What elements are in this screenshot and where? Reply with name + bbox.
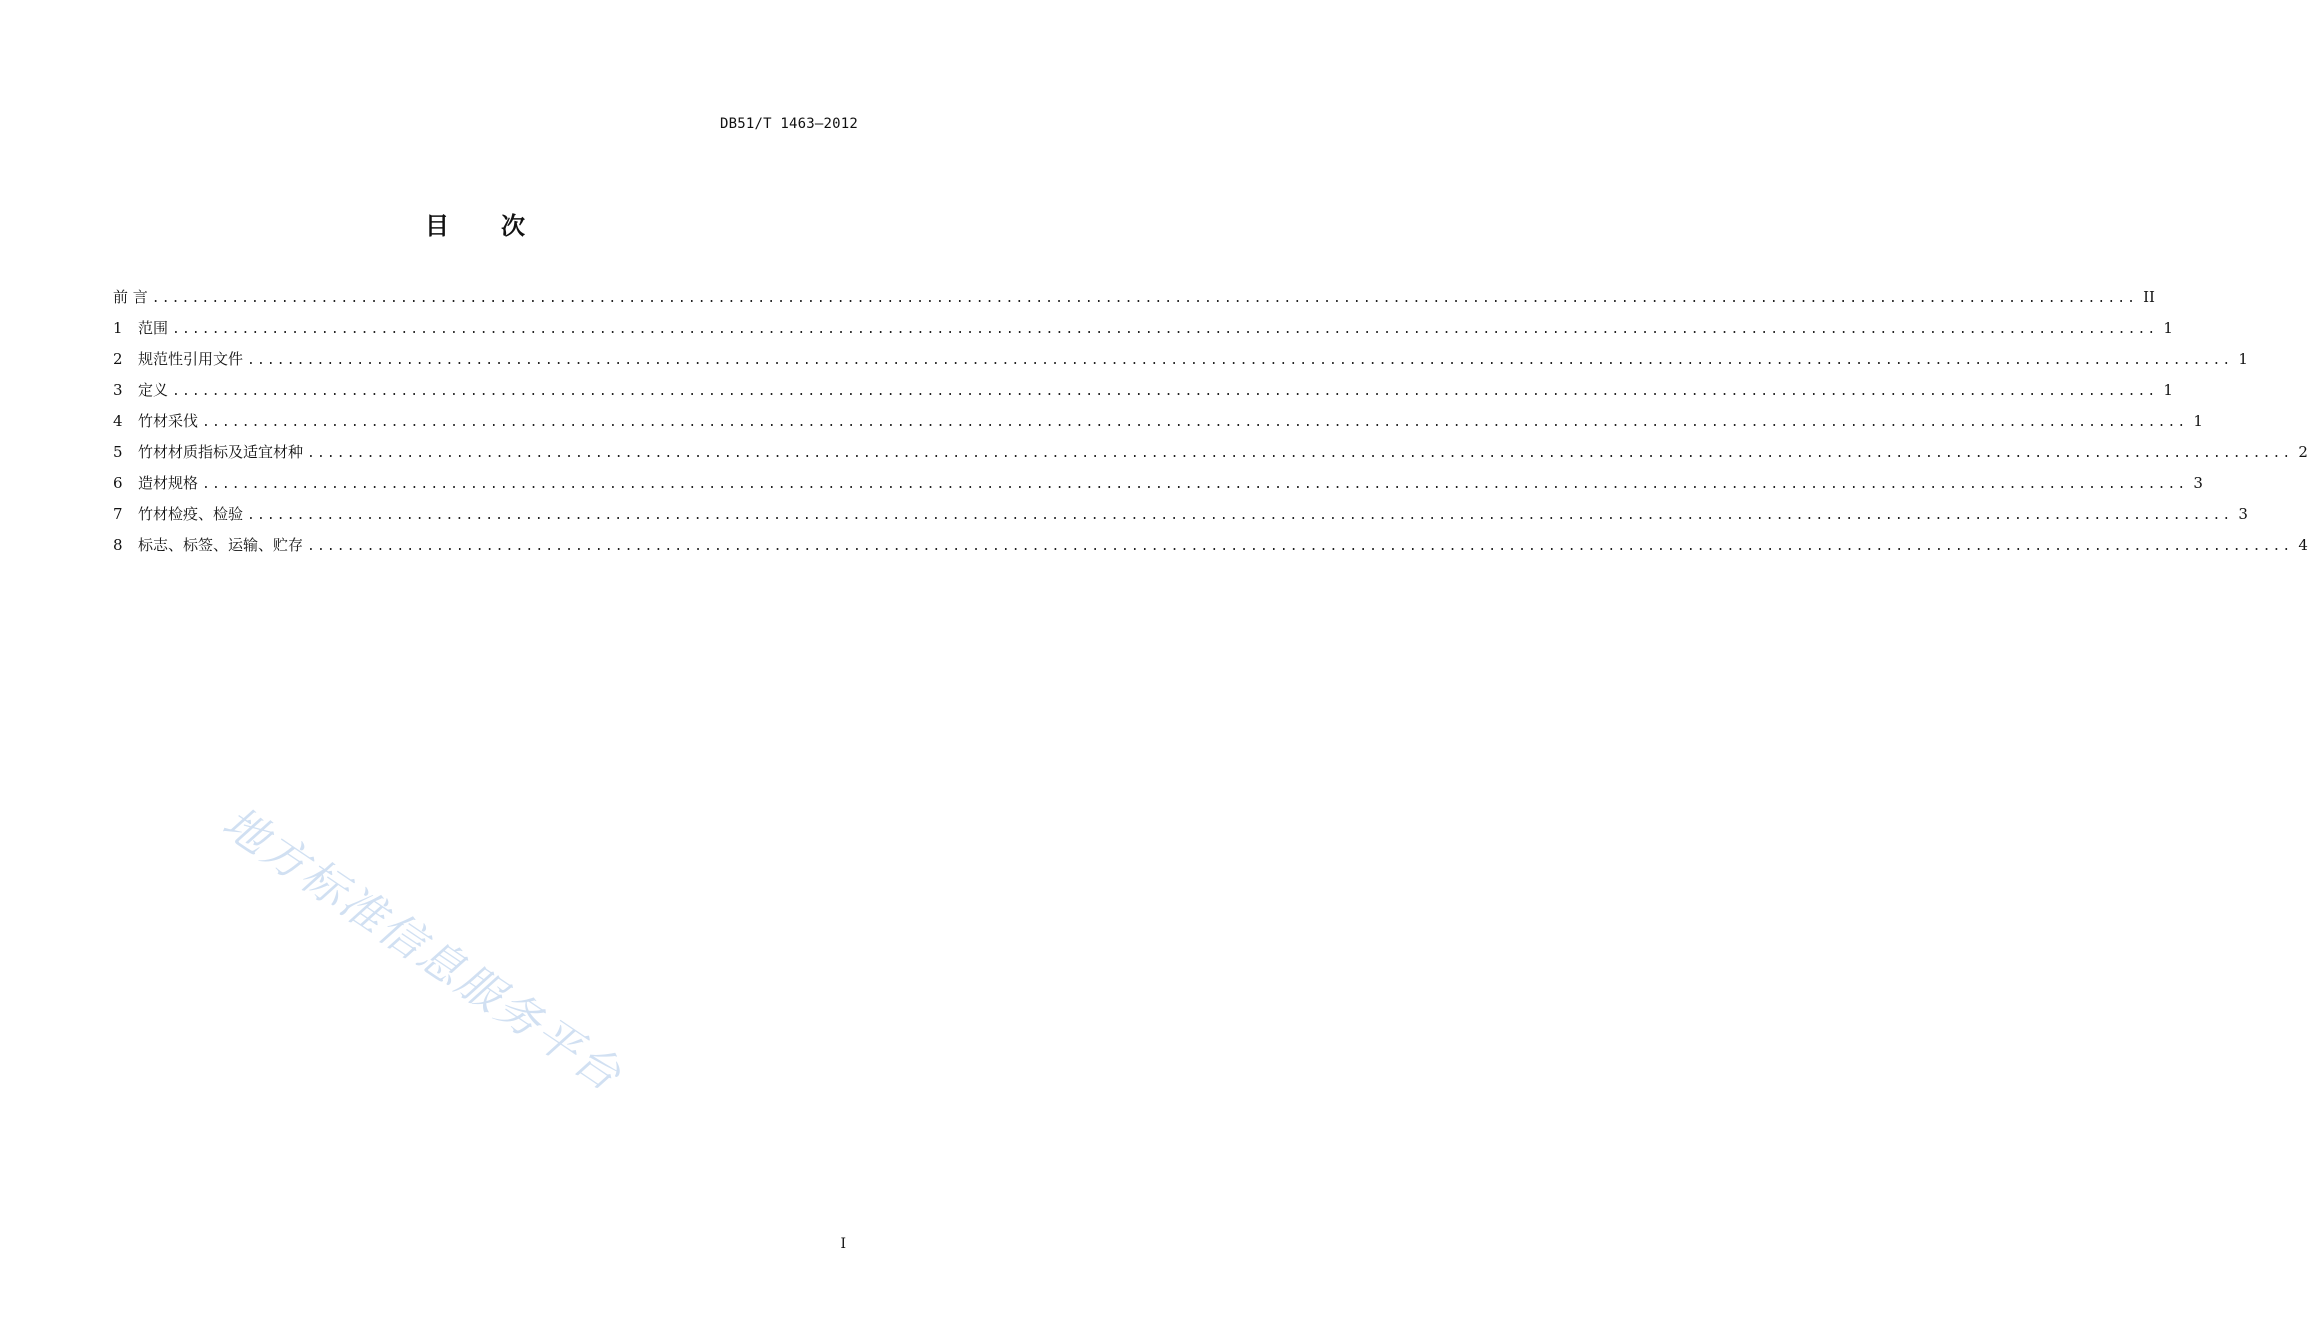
toc-entry-page: 1 [2193, 412, 2203, 430]
toc-entry-page: II [2143, 288, 2155, 306]
toc-dot-leader: ........................................................................................................................................................................................................ [151, 291, 2138, 306]
watermark: 地方标准信息服务平台 [213, 797, 632, 1103]
toc-dot-leader: ........................................................................................................................................................................................................ [172, 384, 2158, 399]
toc-entry-page: 1 [2163, 319, 2173, 337]
toc-dot-leader: ........................................................................................................................................................................................................ [307, 446, 2293, 461]
page-number: I [840, 1236, 846, 1252]
toc-entry-label: 范围 [138, 319, 169, 337]
toc-title [0, 206, 950, 241]
toc-list [113, 286, 2308, 565]
toc-entry-label: 竹材检疫、检验 [138, 505, 244, 523]
toc-entry-label: 标志、标签、运输、贮存 [138, 536, 304, 554]
toc-entry-label: 规范性引用文件 [138, 350, 244, 368]
toc-dot-leader: ........................................................................................................................................................................................................ [307, 539, 2293, 554]
toc-entry-page: 1 [2163, 381, 2173, 399]
toc-entry[interactable] [113, 410, 2203, 441]
toc-entry-number: 3 [113, 381, 123, 399]
toc-entry[interactable] [113, 348, 2248, 379]
toc-entry[interactable] [113, 472, 2203, 503]
toc-entry-page: 4 [2298, 536, 2308, 554]
toc-dot-leader: ........................................................................................................................................................................................................ [202, 477, 2188, 492]
toc-dot-leader: ........................................................................................................................................................................................................ [247, 353, 2233, 368]
toc-entry-number: 7 [113, 505, 123, 523]
toc-entry[interactable] [113, 379, 2173, 410]
toc-entry-number: 4 [113, 412, 123, 430]
toc-title-left: 目 [425, 212, 449, 240]
toc-entry[interactable] [113, 503, 2248, 534]
toc-entry-number: 6 [113, 474, 123, 492]
toc-entry-number: 1 [113, 319, 123, 337]
toc-entry[interactable] [113, 317, 2173, 348]
toc-entry-page: 3 [2193, 474, 2203, 492]
toc-entry-label: 造材规格 [138, 474, 199, 492]
toc-title-right: 次 [501, 212, 525, 240]
toc-entry-label: 竹材材质指标及适宜材种 [138, 443, 304, 461]
standard-code: DB51/T 1463—2012 [719, 116, 858, 132]
toc-entry-preface[interactable] [113, 286, 2155, 317]
toc-entry-label: 竹材采伐 [138, 412, 199, 430]
toc-entry-page: 1 [2238, 350, 2248, 368]
toc-entry-number: 2 [113, 350, 123, 368]
toc-entry-number: 8 [113, 536, 123, 554]
toc-dot-leader: ........................................................................................................................................................................................................ [202, 415, 2188, 430]
toc-dot-leader: ........................................................................................................................................................................................................ [172, 322, 2158, 337]
toc-dot-leader: ........................................................................................................................................................................................................ [247, 508, 2233, 523]
toc-entry-number: 5 [113, 443, 123, 461]
toc-entry-label: 前 言 [113, 288, 148, 306]
toc-entry-label: 定义 [138, 381, 169, 399]
toc-entry-page: 3 [2238, 505, 2248, 523]
toc-entry-page: 2 [2298, 443, 2308, 461]
toc-entry[interactable] [113, 534, 2308, 565]
toc-entry[interactable] [113, 441, 2308, 472]
